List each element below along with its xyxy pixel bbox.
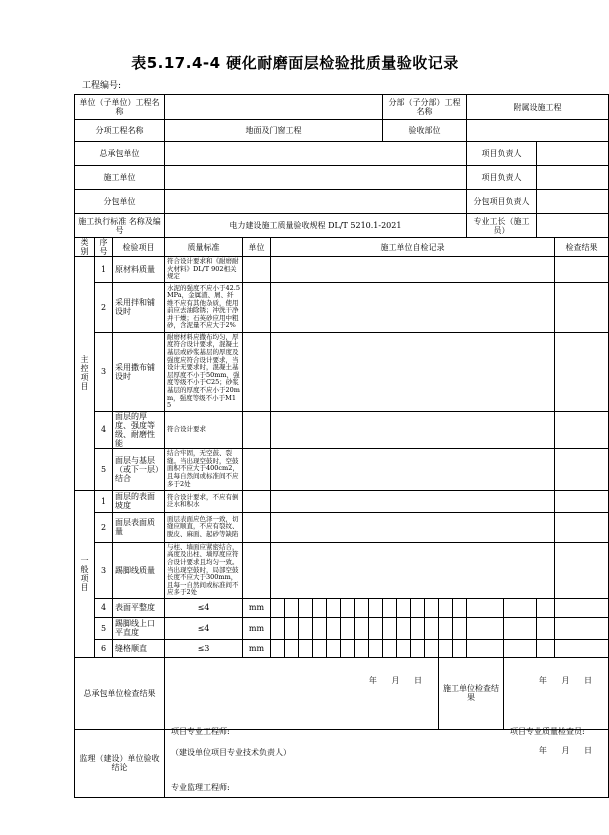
general-contractor-label: 总承包单位 [75, 142, 165, 166]
measure-cell[interactable] [411, 639, 425, 657]
main-row-standard: 耐磨材料应撒布均匀，厚度符合设计要求，混凝土基层或砂浆基层的厚度及强度应符合设计要求，当设计无要求时，混凝土基层厚度不小于50mm，强度等级不小于C25；砂浆基层的厚度不应小于20mm，强度等级不小于M15 [165, 332, 243, 411]
general-row-item: 踢脚线质量 [113, 542, 165, 598]
main-row-self-check[interactable] [271, 282, 555, 332]
inspection-record-table [74, 94, 609, 798]
supervision-note: （建设单位项目专业技术负责人） [171, 748, 291, 758]
general-row-standard: ≤4 [165, 598, 243, 617]
measure-cell[interactable] [355, 639, 369, 657]
supervision-label: 监理（建设）单位验收结论 [75, 729, 165, 797]
measure-cell[interactable] [327, 617, 341, 639]
general-row-item: 缝格顺直 [113, 639, 165, 657]
construction-date-label: 年 月 日 [538, 676, 599, 686]
construction-check-label: 施工单位检查结果 [439, 657, 504, 729]
supervision-area[interactable] [165, 729, 609, 797]
measure-cell[interactable] [537, 617, 555, 639]
project-manager-label-2: 项目负责人 [467, 166, 537, 190]
general-row-item: 表面平整度 [113, 598, 165, 617]
measure-cell[interactable] [299, 617, 313, 639]
project-manager-label: 项目负责人 [467, 142, 537, 166]
main-control-label: 主控项目 [75, 257, 95, 491]
measure-cell[interactable] [299, 598, 313, 617]
construction-unit-value[interactable] [165, 166, 467, 190]
measure-cell[interactable] [411, 617, 425, 639]
measure-cell[interactable] [341, 639, 355, 657]
measure-cell[interactable] [467, 639, 504, 657]
main-row-unit [243, 282, 271, 332]
measure-cell[interactable] [397, 639, 411, 657]
construction-unit-label: 施工单位 [75, 166, 165, 190]
measure-cell[interactable] [439, 598, 453, 617]
measure-cell[interactable] [425, 617, 439, 639]
general-row-unit: mm [243, 617, 271, 639]
main-row-unit [243, 448, 271, 490]
col-unit: 单位 [243, 238, 271, 257]
measure-cell[interactable] [453, 598, 467, 617]
project-manager-value-2[interactable] [537, 166, 609, 190]
page-title: 表5.17.4-4 硬化耐磨面层检验批质量验收记录 [131, 54, 459, 72]
construction-check-area[interactable] [504, 657, 609, 737]
measure-cell[interactable] [397, 598, 411, 617]
sub-project-manager-label: 分包项目负责人 [467, 190, 537, 214]
main-row-self-check[interactable] [271, 411, 555, 448]
main-row-result[interactable] [555, 411, 609, 448]
general-row-standard: ≤3 [165, 639, 243, 657]
main-row-self-check[interactable] [271, 448, 555, 490]
general-row-standard: 符合设计要求，不应有倒泛水和积水 [165, 490, 243, 512]
general-row-result[interactable] [555, 598, 609, 617]
sub-project-manager-value[interactable] [537, 190, 609, 214]
measure-cell[interactable] [504, 598, 537, 617]
project-manager-value[interactable] [537, 142, 609, 166]
measure-cell[interactable] [383, 617, 397, 639]
general-row-item: 面层的表面坡度 [113, 490, 165, 512]
measure-cell[interactable] [369, 598, 383, 617]
general-row-result[interactable] [555, 639, 609, 657]
general-row-self-check[interactable] [271, 512, 555, 542]
main-row-no: 2 [95, 282, 113, 332]
general-row-no: 4 [95, 598, 113, 617]
col-standard: 质量标准 [165, 238, 243, 257]
supervision-date-label: 年 月 日 [538, 746, 599, 756]
measure-cell[interactable] [355, 617, 369, 639]
general-row-no: 5 [95, 617, 113, 639]
unit-project-value[interactable] [165, 95, 383, 120]
general-label: 一般项目 [75, 490, 95, 657]
col-item: 检验项目 [113, 238, 165, 257]
subunit-label: 分部（子分部）工程名称 [383, 95, 467, 120]
general-row-unit: mm [243, 598, 271, 617]
measure-cell[interactable] [537, 639, 555, 657]
measure-cell[interactable] [537, 598, 555, 617]
measure-cell[interactable] [504, 617, 537, 639]
general-row-unit [243, 542, 271, 598]
measure-cell[interactable] [285, 598, 299, 617]
col-no: 序号 [95, 238, 113, 257]
measure-cell[interactable] [355, 598, 369, 617]
measure-cell[interactable] [341, 617, 355, 639]
col-result: 检查结果 [555, 238, 609, 257]
measure-cell[interactable] [313, 617, 327, 639]
general-row-self-check[interactable] [271, 542, 555, 598]
main-row-item: 采用撒布铺设时 [113, 332, 165, 411]
main-row-standard: 水泥的强度不应小于42.5MPa，金属渣、屑、纤维不应有其他杂质，使用前应去油除锈；冲洗干净并干燥；石英砂应用中粗砂，含泥量不应大于2% [165, 282, 243, 332]
general-row-self-check[interactable] [271, 490, 555, 512]
measure-cell[interactable] [271, 598, 285, 617]
general-row-result[interactable] [555, 490, 609, 512]
col-self-check: 施工单位自检记录 [271, 238, 555, 257]
general-row-result[interactable] [555, 617, 609, 639]
measure-cell[interactable] [369, 639, 383, 657]
subcontractor-label: 分包单位 [75, 190, 165, 214]
gc-engineer-label: 项目专业工程师: [171, 727, 230, 737]
main-row-unit [243, 411, 271, 448]
main-row-no: 5 [95, 448, 113, 490]
general-row-unit [243, 490, 271, 512]
main-row-result[interactable] [555, 448, 609, 490]
main-row-no: 3 [95, 332, 113, 411]
measure-cell[interactable] [327, 639, 341, 657]
general-row-unit: mm [243, 639, 271, 657]
measure-cell[interactable] [369, 617, 383, 639]
subcontractor-value[interactable] [165, 190, 467, 214]
measure-cell[interactable] [411, 598, 425, 617]
main-row-standard: 符合设计要求和《耐磨耐火材料》DL/T 902相关规定 [165, 257, 243, 283]
subunit-value[interactable]: 附属设施工程 [467, 95, 609, 120]
inspect-part-value[interactable] [467, 120, 609, 142]
gc-check-label: 总承包单位检查结果 [75, 657, 165, 729]
measure-cell[interactable] [383, 639, 397, 657]
measure-cell[interactable] [313, 639, 327, 657]
main-row-no: 1 [95, 257, 113, 283]
measure-cell[interactable] [313, 598, 327, 617]
crew-value[interactable] [537, 214, 609, 238]
main-row-item: 面层的厚度、强度等级、耐磨性能 [113, 411, 165, 448]
measure-cell[interactable] [467, 598, 504, 617]
main-row-no: 4 [95, 411, 113, 448]
measure-cell[interactable] [285, 617, 299, 639]
main-row-result[interactable] [555, 257, 609, 283]
measure-cell[interactable] [327, 598, 341, 617]
measure-cell[interactable] [271, 639, 285, 657]
measure-cell[interactable] [299, 639, 313, 657]
measure-cell[interactable] [341, 598, 355, 617]
measure-cell[interactable] [453, 639, 467, 657]
measure-cell[interactable] [467, 617, 504, 639]
unit-project-label: 单位（子单位）工程名称 [75, 95, 165, 120]
measure-cell[interactable] [504, 639, 537, 657]
general-row-unit [243, 512, 271, 542]
main-row-result[interactable] [555, 332, 609, 411]
general-row-standard: 与柱、墙面应紧密结合，高度及出柱、墙厚度应符合设计要求且均匀一致。当出现空鼓时，局部空鼓长度不应大于300mm，且每一自然间或标准间不应多于2处 [165, 542, 243, 598]
sub-item-label: 分项工程名称 [75, 120, 165, 142]
general-row-standard: ≤4 [165, 617, 243, 639]
main-row-result[interactable] [555, 282, 609, 332]
general-contractor-value[interactable] [165, 142, 467, 166]
project-number-label: 工程编号: [82, 81, 122, 91]
general-row-no: 1 [95, 490, 113, 512]
main-row-self-check[interactable] [271, 332, 555, 411]
general-row-standard: 面层表面应色泽一致，切缝应顺直，不应有裂纹、脱皮、麻面、起砂等缺陷 [165, 512, 243, 542]
main-row-standard: 符合设计要求 [165, 411, 243, 448]
main-row-unit [243, 257, 271, 283]
measure-cell[interactable] [425, 598, 439, 617]
general-row-item: 踢脚线上口平直度 [113, 617, 165, 639]
measure-cell[interactable] [425, 639, 439, 657]
inspect-part-label: 验收部位 [383, 120, 467, 142]
col-category: 类别 [75, 238, 95, 257]
general-row-no: 3 [95, 542, 113, 598]
measure-cell[interactable] [271, 617, 285, 639]
main-row-unit [243, 332, 271, 411]
measure-cell[interactable] [383, 598, 397, 617]
gc-date-label: 年 月 日 [368, 676, 429, 686]
main-row-item: 面层与基层（或下一层）结合 [113, 448, 165, 490]
measure-cell[interactable] [439, 639, 453, 657]
general-row-no: 2 [95, 512, 113, 542]
gc-check-area[interactable] [165, 657, 439, 737]
sub-item-value[interactable]: 地面及门窗工程 [165, 120, 383, 142]
general-row-result[interactable] [555, 542, 609, 598]
measure-cell[interactable] [397, 617, 411, 639]
general-row-result[interactable] [555, 512, 609, 542]
measure-cell[interactable] [439, 617, 453, 639]
qc-inspector-label: 项目专业质量检查员: [510, 727, 585, 737]
general-row-no: 6 [95, 639, 113, 657]
general-row-item: 面层表面质量 [113, 512, 165, 542]
measure-cell[interactable] [285, 639, 299, 657]
main-row-standard: 结合牢固，无空鼓、裂缝。当出现空鼓时，空鼓面积不应大于400cm2，且每自然间或标准间不应多于2处 [165, 448, 243, 490]
main-row-item: 原材料质量 [113, 257, 165, 283]
standard-label: 施工执行标准 名称及编号 [75, 214, 165, 238]
crew-label: 专业工长（施工员） [467, 214, 537, 238]
standard-value: 电力建设施工质量验收规程 DL/T 5210.1-2021 [165, 214, 467, 238]
supervision-engineer-label: 专业监理工程师: [171, 783, 230, 793]
main-row-self-check[interactable] [271, 257, 555, 283]
main-row-item: 采用拌和铺设时 [113, 282, 165, 332]
measure-cell[interactable] [453, 617, 467, 639]
